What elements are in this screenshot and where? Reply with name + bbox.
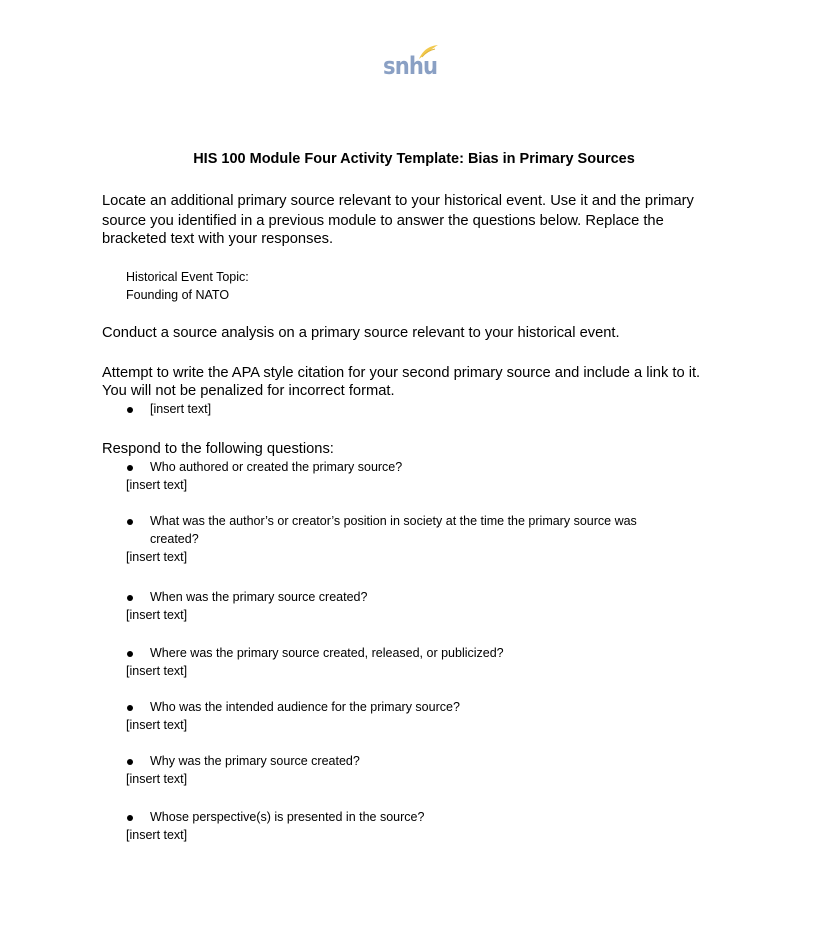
bullet-dot [127, 651, 133, 657]
citation-line-2: You will not be penalized for incorrect format. [102, 383, 395, 399]
bullet-dot [127, 705, 133, 711]
logo-text: snhu [383, 52, 438, 80]
intro-line-3: bracketed text with your responses. [102, 231, 334, 247]
snhu-logo [383, 44, 439, 84]
bullet-dot [127, 465, 133, 471]
bullet-dot [127, 519, 133, 525]
question-1: Who authored or created the primary source? [150, 460, 403, 474]
question-3: When was the primary source created? [150, 590, 368, 604]
response-3: [insert text] [126, 608, 188, 622]
bullet-dot [127, 407, 133, 413]
question-5: Who was the intended audience for the primary source? [150, 700, 460, 714]
question-7: Whose perspective(s) is presented in the source? [150, 810, 425, 824]
citation-line-1: Attempt to write the APA style citation for your second primary source and include a link to it. [102, 365, 701, 381]
response-2: [insert text] [126, 550, 188, 564]
analysis-instruction: Conduct a source analysis on a primary source relevant to your historical event. [102, 325, 620, 341]
intro-line-2: source you identified in a previous module to answer the questions below. Replace the [102, 213, 664, 229]
question-4: Where was the primary source created, released, or publicized? [150, 646, 504, 660]
bullet-dot [127, 595, 133, 601]
question-2: What was the author’s or creator’s position in society at the time the primary source was [150, 514, 637, 528]
response-5: [insert text] [126, 718, 188, 732]
topic-label: Historical Event Topic: [126, 270, 249, 284]
response-1: [insert text] [126, 478, 188, 492]
document-title: HIS 100 Module Four Activity Template: Bias in Primary Sources [193, 151, 635, 167]
question-6: Why was the primary source created? [150, 754, 360, 768]
citation-response: [insert text] [150, 402, 212, 416]
intro-line-1: Locate an additional primary source relevant to your historical event. Use it and the primary [102, 193, 694, 209]
response-6: [insert text] [126, 772, 188, 786]
bullet-dot [127, 815, 133, 821]
response-7: [insert text] [126, 828, 188, 842]
bullet-dot [127, 759, 133, 765]
questions-heading: Respond to the following questions: [102, 441, 334, 457]
response-4: [insert text] [126, 664, 188, 678]
question-2-cont: created? [150, 532, 199, 546]
topic-value: Founding of NATO [126, 288, 230, 302]
